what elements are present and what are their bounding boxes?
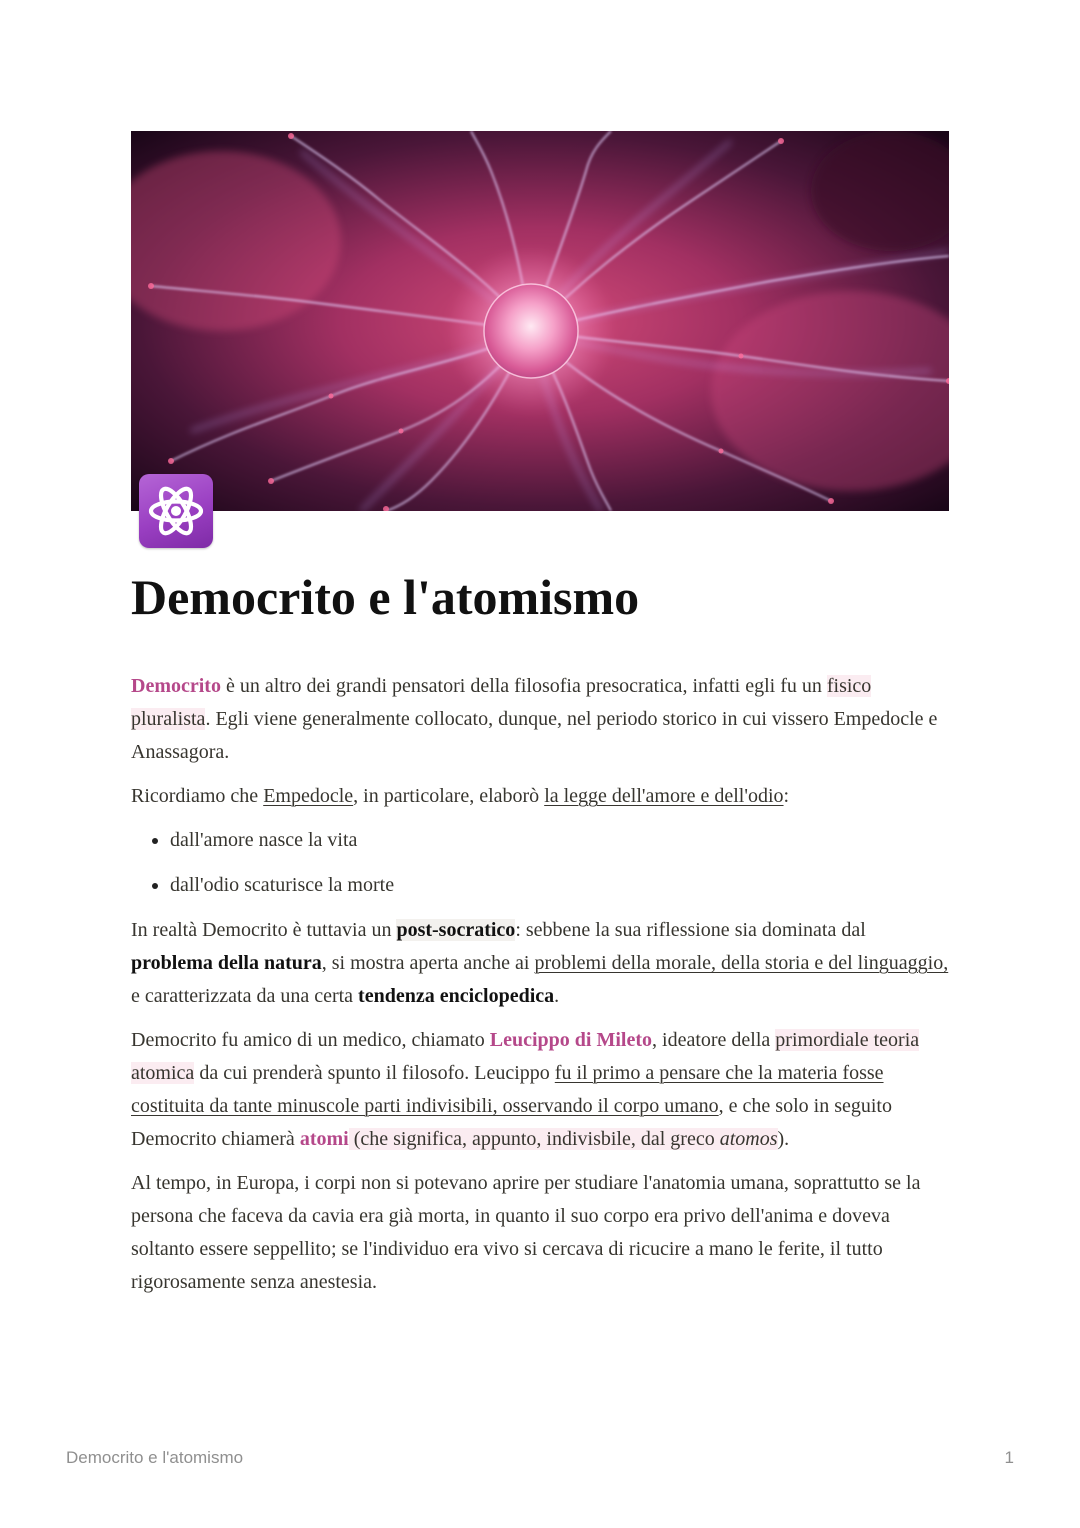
- paragraph-leucippo: [131, 1024, 949, 1156]
- underline-primo-a-pensare: fu il primo a pensare che la materia fosse costituita da tante minuscole parti indivisibili, osservando il corpo umano: [131, 1062, 884, 1117]
- page-content: [131, 670, 949, 1310]
- text-span: ).: [777, 1128, 790, 1150]
- text-span: . Egli viene generalmente collocato, dunque, nel periodo storico in cui vissero Empedocle e Anassagora.: [131, 708, 938, 763]
- italic-atomos: atomos: [719, 1128, 778, 1150]
- highlight-teoria-atomica: primordiale teoria atomica: [131, 1029, 920, 1084]
- text-span: è un altro dei grandi pensatori della filosofia presocratica, infatti egli fu un: [220, 675, 827, 697]
- text-span: : sebbene la sua riflessione sia dominata dal: [515, 919, 866, 941]
- highlight-democrito: Democrito: [131, 675, 221, 697]
- text-span: , ideatore della: [652, 1029, 776, 1051]
- underline-problemi-morale: problemi della morale, della storia e del linguaggio,: [534, 952, 949, 974]
- text-span: , in particolare, elaborò: [353, 785, 545, 807]
- list-item: • dall'amore nasce la vita: [170, 824, 949, 857]
- plasma-ball-illustration: [131, 131, 949, 511]
- text-span: Ricordiamo che: [131, 785, 264, 807]
- highlight-atomi: atomi: [299, 1128, 349, 1150]
- highlight-leucippo: Leucippo di Mileto: [489, 1029, 653, 1051]
- highlight-fisico-pluralista: fisico pluralista: [131, 675, 872, 730]
- page-title: Democrito e l'atomismo: [131, 569, 640, 625]
- text-span: In realtà Democrito è tuttavia un: [131, 919, 397, 941]
- paragraph-anatomia: Al tempo, in Europa, i corpi non si potevano aprire per studiare l'anatomia umana, soprattutto se la persona che faceva da cavia era già morta, in quanto il suo corpo era privo dell'anima e doveva soltanto essere seppellito; se l'individuo era vivo si cercava di ricucire a mano le ferite, il tutto rigorosamente senza anestesia.: [131, 1172, 921, 1293]
- footer-title: Democrito e l'atomismo: [66, 1448, 244, 1467]
- text-span: , e che solo in seguito Democrito chiamerà: [131, 1095, 892, 1150]
- list-item: • dall'odio scaturisce la morte: [170, 869, 949, 902]
- underline-legge-amore-odio: la legge dell'amore e dell'odio: [544, 785, 784, 807]
- bold-tendenza-enciclopedica: tendenza enciclopedica: [358, 985, 555, 1007]
- bold-problema-natura: problema della natura: [131, 952, 322, 974]
- text-span: e caratterizzata da una certa: [131, 985, 359, 1007]
- text-span: da cui prenderà spunto il filosofo. Leucippo: [194, 1062, 555, 1084]
- bold-post-socratico: post-socratico: [396, 919, 516, 941]
- text-span: :: [783, 785, 790, 807]
- text-span: .: [554, 985, 560, 1007]
- highlight-significato: (che significa, appunto, indivisbile, dal greco: [348, 1128, 720, 1150]
- text-span: Democrito fu amico di un medico, chiamato: [131, 1029, 490, 1051]
- atom-icon: [139, 474, 213, 548]
- underline-empedocle: Empedocle: [263, 785, 354, 807]
- cover-image: [131, 131, 949, 511]
- paragraph-post-socratico: [131, 914, 949, 1013]
- page-number: 1: [1004, 1448, 1014, 1467]
- paragraph-democrito-intro: [131, 670, 949, 769]
- text-span: , si mostra aperta anche ai: [321, 952, 535, 974]
- paragraph-empedocle: [131, 780, 949, 813]
- bullet-list: [131, 824, 949, 902]
